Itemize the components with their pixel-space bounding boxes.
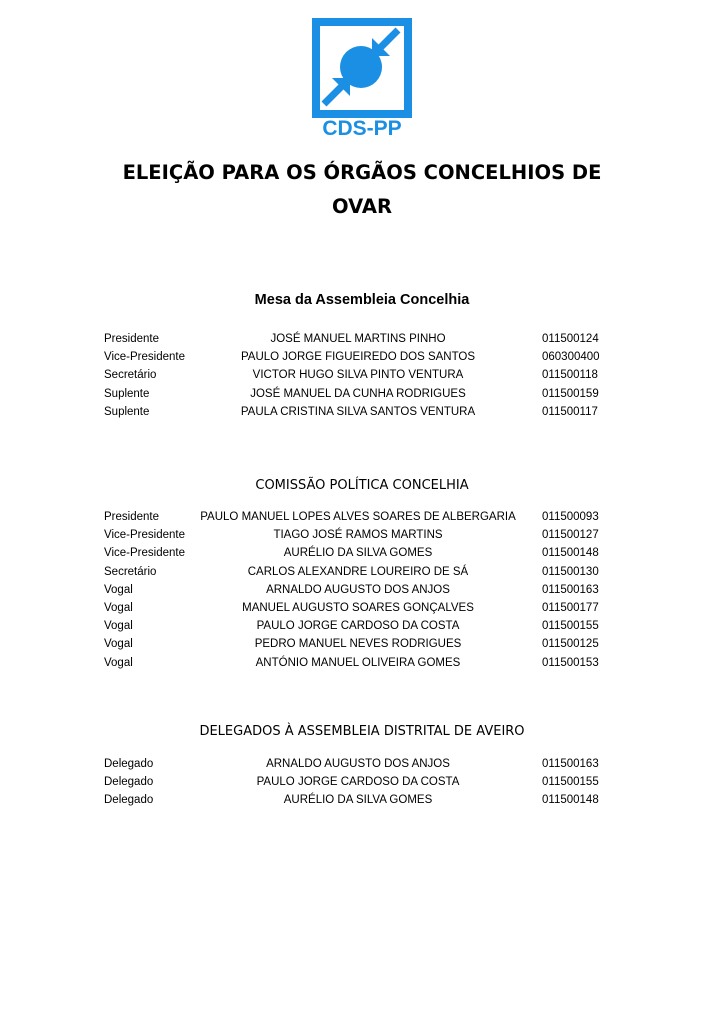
table-row [104,563,624,581]
table-row [104,581,624,599]
mesa-table [104,330,624,421]
number-cell: 011500177 [542,601,599,614]
role-cell: Vogal [104,620,133,633]
number-cell: 011500153 [542,656,599,669]
name-cell: PAULO MANUEL LOPES ALVES SOARES DE ALBERGARIA [200,511,516,523]
page-title: ELEIÇÃO PARA OS ÓRGÃOS CONCELHIOS DE OVAR [122,161,602,218]
role-cell: Vogal [104,638,133,651]
table-row [104,544,624,562]
number-cell: 060300400 [542,351,600,364]
number-cell: 011500163 [542,583,599,596]
name-cell: PAULO JORGE CARDOSO DA COSTA [256,776,460,789]
role-cell: Vogal [104,601,133,614]
number-cell: 011500148 [542,794,599,807]
name-cell: JOSÉ MANUEL DA CUNHA RODRIGUES [250,387,466,400]
section-heading-mesa: Mesa da Assembleia Concelhia [254,292,470,308]
name-cell: ANTÓNIO MANUEL OLIVEIRA GOMES [255,656,461,669]
name-cell: AURÉLIO DA SILVA GOMES [283,794,433,807]
role-cell: Secretário [104,369,157,382]
number-cell: 011500125 [542,638,599,651]
role-cell: Suplente [104,387,150,400]
table-row [104,617,624,635]
party-logo [312,18,412,140]
number-cell: 011500127 [542,529,599,542]
table-row [104,330,624,348]
role-cell: Vice-Presidente [104,547,185,560]
name-cell: MANUEL AUGUSTO SOARES GONÇALVES [242,601,474,614]
role-cell: Vogal [104,656,133,669]
delegados-table [104,755,624,810]
name-cell: PAULO JORGE CARDOSO DA COSTA [256,620,460,633]
role-cell: Delegado [104,758,154,770]
name-cell: ARNALDO AUGUSTO DOS ANJOS [266,583,450,596]
table-row [104,599,624,617]
number-cell: 011500117 [542,405,598,418]
table-row [104,366,624,384]
table-row [104,508,624,526]
name-cell: PAULA CRISTINA SILVA SANTOS VENTURA [240,405,476,418]
number-cell: 011500130 [542,565,599,578]
name-cell: TIAGO JOSÉ RAMOS MARTINS [273,529,443,542]
role-cell: Vice-Presidente [104,529,185,542]
name-cell: VICTOR HUGO SILVA PINTO VENTURA [252,369,464,382]
comissao-table [104,508,624,672]
name-cell: AURÉLIO DA SILVA GOMES [283,547,433,560]
number-cell: 011500163 [542,758,599,770]
table-row [104,348,624,366]
role-cell: Suplente [104,405,150,418]
table-row [104,403,624,421]
table-row [104,755,624,773]
number-cell: 011500148 [542,547,599,560]
role-cell: Vice-Presidente [104,351,185,364]
name-cell: PAULO JORGE FIGUEIREDO DOS SANTOS [240,351,476,364]
number-cell: 011500159 [542,387,599,400]
table-row [104,773,624,791]
number-cell: 011500155 [542,776,599,789]
name-cell: CARLOS ALEXANDRE LOUREIRO DE SÁ [247,565,469,578]
number-cell: 011500124 [542,333,599,345]
role-cell: Delegado [104,794,154,807]
table-row [104,526,624,544]
role-cell: Vogal [104,583,133,596]
table-row [104,385,624,403]
logo-emblem-icon [312,18,412,118]
number-cell: 011500118 [542,369,598,382]
name-cell: PEDRO MANUEL NEVES RODRIGUES [254,638,462,651]
section-heading-delegados: DELEGADOS À ASSEMBLEIA DISTRITAL DE AVEIRO [199,724,525,739]
logo-text: CDS-PP [322,117,402,140]
table-row [104,791,624,809]
name-cell: JOSÉ MANUEL MARTINS PINHO [270,333,446,345]
number-cell: 011500155 [542,620,599,633]
table-row [104,635,624,653]
table-row [104,654,624,672]
number-cell: 011500093 [542,511,599,523]
role-cell: Presidente [104,333,159,345]
role-cell: Delegado [104,776,154,789]
name-cell: ARNALDO AUGUSTO DOS ANJOS [266,758,450,770]
section-heading-comissao: COMISSÃO POLÍTICA CONCELHIA [255,478,469,493]
role-cell: Presidente [104,511,159,523]
role-cell: Secretário [104,565,157,578]
